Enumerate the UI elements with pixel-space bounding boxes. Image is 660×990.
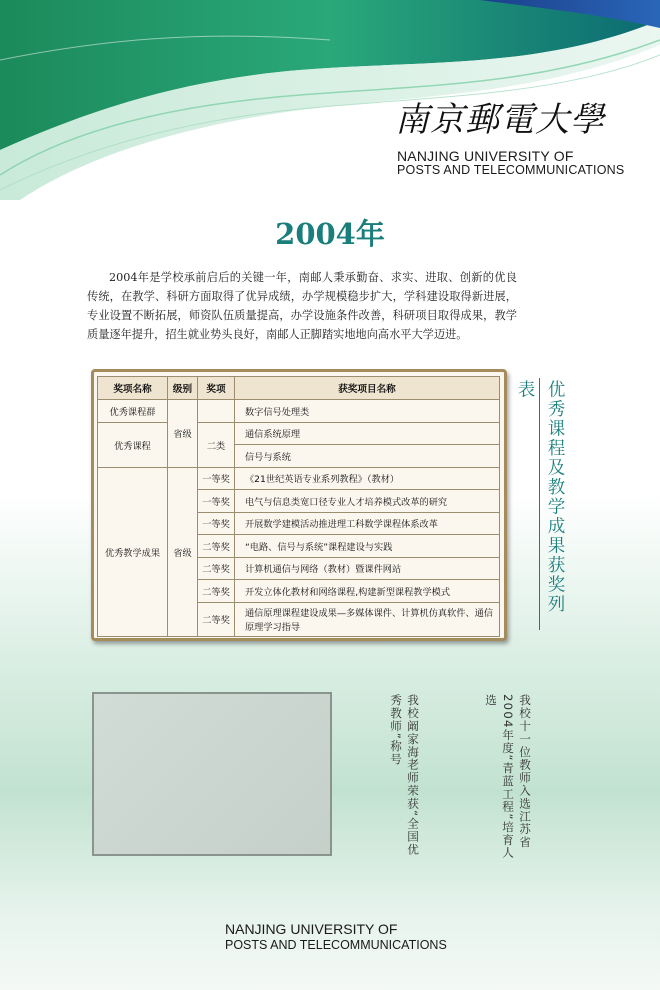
footer-line1: NANJING UNIVERSITY OF: [225, 921, 398, 937]
project-cell: 开发立体化教材和网络课程,构建新型课程教学模式: [235, 580, 500, 603]
logo-en-line1: NANJING UNIVERSITY OF: [397, 148, 574, 164]
header-level: 级别: [168, 377, 198, 400]
side-title: 优秀课程及教学成果获奖列表: [515, 380, 565, 614]
photo-placeholder: [92, 692, 332, 856]
level-cell: 省级: [168, 467, 198, 636]
grade-cell: 二等奖: [198, 557, 235, 580]
table-row: [98, 400, 500, 423]
project-cell: 计算机通信与网络（教材）暨课件网站: [235, 557, 500, 580]
photo-caption-teacher-award: 我校阚家海老师荣获“全国优秀教师”称号: [389, 694, 420, 857]
table-header-row: [98, 377, 500, 400]
university-logo-english: [397, 149, 627, 177]
grade-cell: 二类: [198, 422, 235, 467]
grade-cell-empty: [198, 400, 235, 423]
grade-cell: 二等奖: [198, 602, 235, 636]
award-name-cell: 优秀课程: [98, 422, 168, 467]
intro-paragraph: 2004年是学校承前启后的关键一年，南邮人秉承勤奋、求实、进取、创新的优良传统，在教学、科研方面取得了优异成绩，办学规模稳步扩大，学科建设取得新进展，专业设置不断拓展，师资队伍质量提高，办学设施条件改善，科研项目取得成果，教学质量逐年提升，招生就业势头良好，南邮人正脚踏实地地向高水平大学迈进。: [87, 271, 517, 341]
table-row: [98, 422, 500, 445]
grade-cell: 一等奖: [198, 467, 235, 490]
project-cell: 电气与信息类宽口径专业人才培养模式改革的研究: [235, 490, 500, 513]
award-name-cell: 优秀教学成果: [98, 467, 168, 636]
logo-en-line2: POSTS AND TELECOMMUNICATIONS: [397, 163, 625, 177]
grade-cell: 二等奖: [198, 535, 235, 558]
header-project: 获奖项目名称: [235, 377, 500, 400]
project-cell: 《21世纪英语专业系列教程》（教材）: [235, 467, 500, 490]
photo-caption-qinglan-project: 我校十一位教师入选江苏省2004年度“青蓝工程”培育人选: [484, 694, 532, 860]
project-cell: 通信原理课程建设成果—多媒体课件、计算机仿真软件、通信原理学习指导: [235, 602, 500, 636]
header-award-name: 奖项名称: [98, 377, 168, 400]
project-cell: 数字信号处理类: [235, 400, 500, 423]
footer-university-name: [225, 921, 485, 953]
grade-cell: 一等奖: [198, 490, 235, 513]
project-cell: “电路、信号与系统”课程建设与实践: [235, 535, 500, 558]
award-name-cell: 优秀课程群: [98, 400, 168, 423]
grade-cell: 一等奖: [198, 512, 235, 535]
awards-table: [97, 376, 500, 637]
footer-line2: POSTS AND TELECOMMUNICATIONS: [225, 938, 447, 952]
page-title: 2004年: [275, 217, 385, 251]
table-row: [98, 467, 500, 490]
grade-cell: 二等奖: [198, 580, 235, 603]
university-logo-chinese: 南京郵電大學: [395, 100, 605, 140]
project-cell: 通信系统原理: [235, 422, 500, 445]
level-cell: 省级: [168, 400, 198, 468]
header-grade: 奖项: [198, 377, 235, 400]
awards-table-frame: [91, 369, 507, 641]
project-cell: 信号与系统: [235, 445, 500, 468]
project-cell: 开展数学建模活动推进理工科数学课程体系改革: [235, 512, 500, 535]
